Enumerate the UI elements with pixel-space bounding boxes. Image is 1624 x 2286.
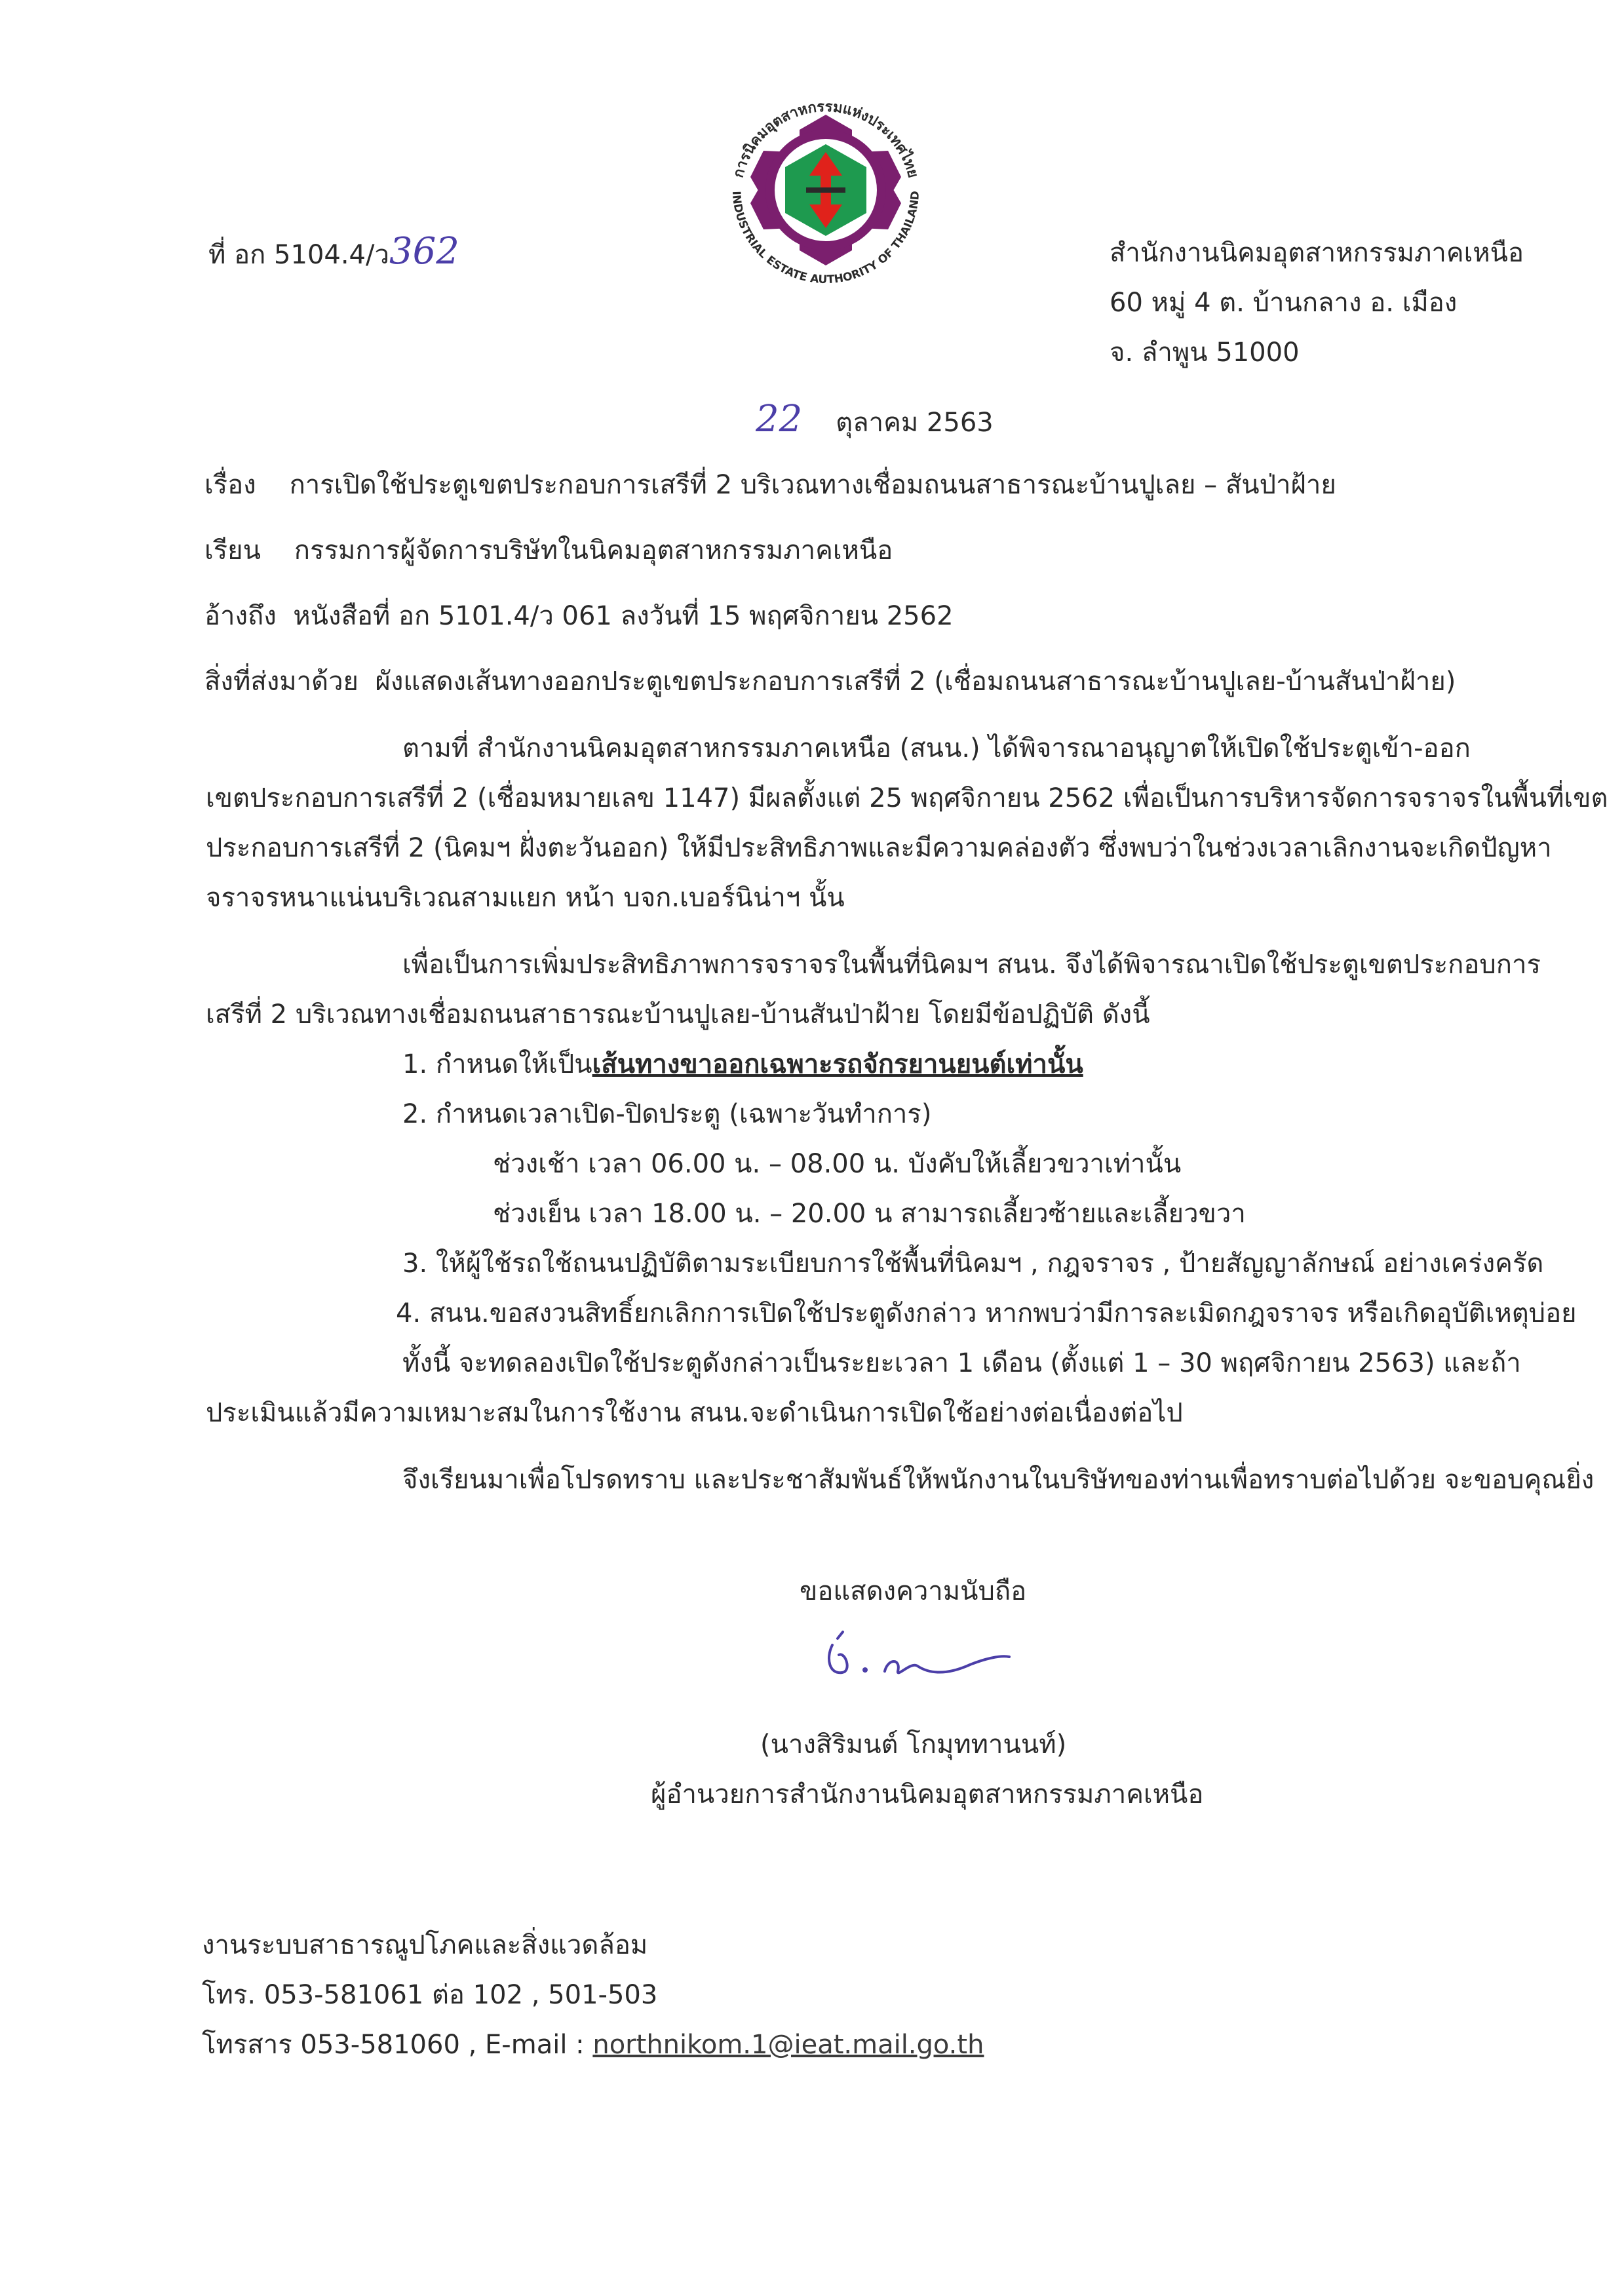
- closing-paragraph: จึงเรียนมาเพื่อโปรดทราบ และประชาสัมพันธ์ให้พนักงานในบริษัทของท่านเพื่อทราบต่อไปด้วย จะขอบคุณยิ่ง: [402, 1465, 1595, 1495]
- subject-label: เรื่อง: [204, 470, 256, 500]
- footer-fax-email: [202, 2026, 984, 2063]
- signer-title: ผู้อำนวยการสำนักงานนิคมอุตสาหกรรมภาคเหนือ: [651, 1779, 1204, 1810]
- email-link[interactable]: northnikom.1@ieat.mail.go.th: [592, 2030, 984, 2060]
- footer-department: งานระบบสาธารณูปโภคและสิ่งแวดล้อม: [202, 1930, 648, 1960]
- logo-arc-text-bottom: INDUSTRIAL ESTATE AUTHORITY OF THAILAND: [729, 190, 923, 287]
- date-day-handwritten: 22: [756, 398, 803, 440]
- paragraph1-line1: ตามที่ สำนักงานนิคมอุตสาหกรรมภาคเหนือ (สนน.) ได้พิจารณาอนุญาตให้เปิดใช้ประตูเข้า-ออก: [402, 733, 1471, 764]
- paragraph1-line4: จราจรหนาแน่นบริเวณสามแยก หน้า บจก.เบอร์นิน่าฯ นั้น: [206, 883, 845, 913]
- subject-text: การเปิดใช้ประตูเขตประกอบการเสรีที่ 2 บริเวณทางเชื่อมถนนสาธารณะบ้านปูเลย – สันป่าฝ้าย: [289, 470, 1336, 500]
- enclosure-label: สิ่งที่ส่งมาด้วย: [204, 667, 358, 697]
- paragraph1-line3: ประกอบการเสรีที่ 2 (นิคมฯ ฝั่งตะวันออก) ให้มีประสิทธิภาพและมีความคล่องตัว ซึ่งพบว่าในช่วงเวลาเลิกงานจะเกิดปัญหา: [206, 833, 1552, 863]
- reference-label: อ้างถึง: [204, 601, 277, 631]
- handwritten-signature: [813, 1625, 1022, 1697]
- item-4: 4. สนน.ขอสงวนสิทธิ์ยกเลิกการเปิดใช้ประตูดังกล่าว หากพบว่ามีการละเมิดกฎจราจร หรือเกิดอุบัติเหตุบ่อย: [396, 1298, 1577, 1328]
- salutation: ขอแสดงความนับถือ: [800, 1576, 1027, 1606]
- addressee-label: เรียน: [204, 535, 261, 566]
- paragraph2-line1: เพื่อเป็นการเพิ่มประสิทธิภาพการจราจรในพื้นที่นิคมฯ สนน. จึงได้พิจารณาเปิดใช้ประตูเขตประกอบการ: [402, 950, 1541, 980]
- paragraph3-line2: ประเมินแล้วมีความเหมาะสมในการใช้งาน สนน.จะดำเนินการเปิดใช้อย่างต่อเนื่องต่อไป: [206, 1398, 1183, 1428]
- item-1: [402, 1046, 1083, 1083]
- organization-logo: [714, 79, 937, 301]
- reference-text: หนังสือที่ อก 5101.4/ว 061 ลงวันที่ 15 พฤศจิกายน 2562: [293, 601, 954, 631]
- item-2: 2. กำหนดเวลาเปิด-ปิดประตู (เฉพาะวันทำการ): [402, 1099, 932, 1129]
- enclosure-text: ผังแสดงเส้นทางออกประตูเขตประกอบการเสรีที่ 2 (เชื่อมถนนสาธารณะบ้านปูเลย-บ้านสันป่าฝ้าย): [375, 667, 1456, 697]
- enclosure-line: [204, 663, 1456, 700]
- logo-arc-text-top: การนิคมอุตสาหกรรมแห่งประเทศไทย: [730, 98, 921, 180]
- footer-fax: โทรสาร 053-581060 , E-mail :: [202, 2030, 593, 2060]
- signer-name: (นางสิริมนต์ โกมุททานนท์): [760, 1730, 1067, 1760]
- paragraph2-line2: เสรีที่ 2 บริเวณทางเชื่อมถนนสาธารณะบ้านปูเลย-บ้านสันป่าฝ้าย โดยมีข้อปฏิบัติ ดังนี้: [206, 999, 1150, 1030]
- reference-prefix: ที่ อก 5104.4/ว: [208, 240, 389, 270]
- reference-line: [204, 598, 954, 634]
- paragraph3-line1: ทั้งนี้ จะทดลองเปิดใช้ประตูดังกล่าวเป็นระยะเวลา 1 เดือน (ตั้งแต่ 1 – 30 พฤศจิกายน 2563) และถ้า: [402, 1348, 1521, 1378]
- sender-address-line2: 60 หมู่ 4 ต. บ้านกลาง อ. เมือง: [1110, 288, 1458, 318]
- paragraph1-line2: เขตประกอบการเสรีที่ 2 (เชื่อมหมายเลข 1147) มีผลตั้งแต่ 25 พฤศจิกายน 2562 เพื่อเป็นการบริหารจัดการจราจรในพื้นที่เขต: [206, 783, 1608, 813]
- item-1-prefix: 1. กำหนดให้เป็น: [402, 1049, 592, 1079]
- letter-date: [756, 398, 994, 441]
- footer-telephone: โทร. 053-581061 ต่อ 102 , 501-503: [202, 1980, 658, 2010]
- reference-number-handwritten: 362: [389, 230, 459, 273]
- subject-line: [204, 467, 1336, 503]
- date-month-year: ตุลาคม 2563: [836, 408, 994, 438]
- sender-address-line1: สำนักงานนิคมอุตสาหกรรมภาคเหนือ: [1110, 238, 1524, 268]
- item-2-morning: ช่วงเช้า เวลา 06.00 น. – 08.00 น. บังคับให้เลี้ยวขวาเท่านั้น: [493, 1149, 1182, 1179]
- sender-address-line3: จ. ลำพูน 51000: [1110, 338, 1300, 368]
- item-2-evening: ช่วงเย็น เวลา 18.00 น. – 20.00 น สามารถเลี้ยวซ้ายและเลี้ยวขวา: [493, 1199, 1246, 1229]
- item-1-emphasis: เส้นทางขาออกเฉพาะรถจักรยานยนต์เท่านั้น: [592, 1049, 1083, 1079]
- letter-reference-number: [208, 230, 459, 273]
- item-3: 3. ให้ผู้ใช้รถใช้ถนนปฏิบัติตามระเบียบการใช้พื้นที่นิคมฯ , กฎจราจร , ป้ายสัญญาลักษณ์ อย่างเคร่งครัด: [402, 1249, 1544, 1279]
- addressee-line: [204, 532, 893, 569]
- addressee-text: กรรมการผู้จัดการบริษัทในนิคมอุตสาหกรรมภาคเหนือ: [294, 535, 893, 566]
